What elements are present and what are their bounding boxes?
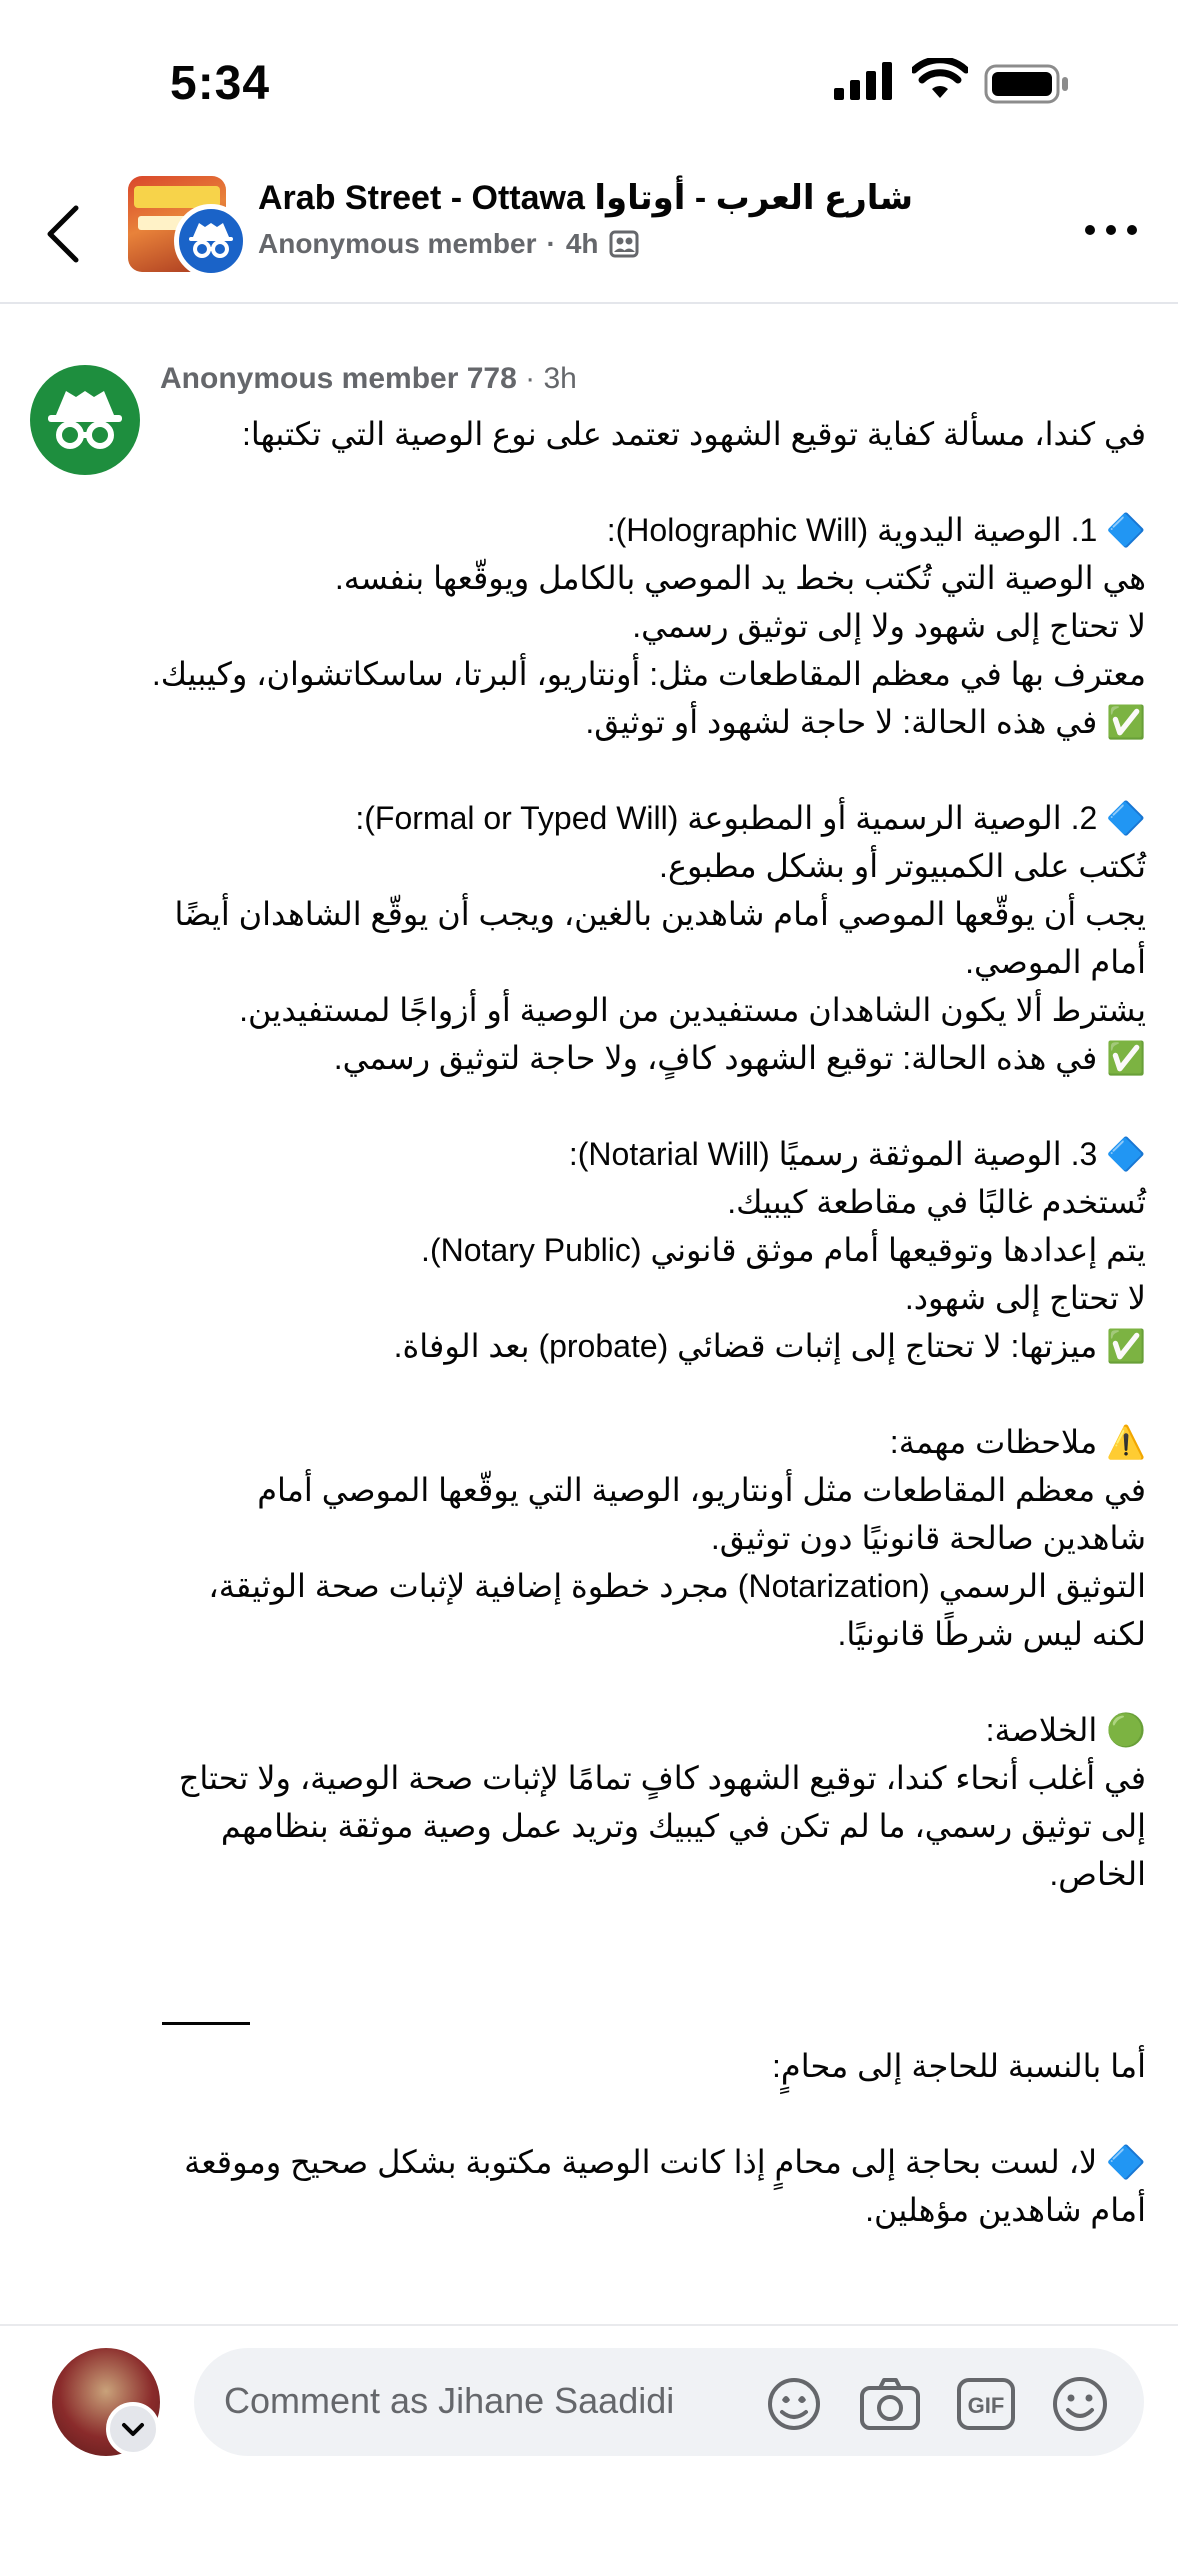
comment-line: أما بالنسبة للحاجة إلى محامٍ: [771,2048,1146,2084]
members-icon [609,230,639,258]
post-age: 4h [565,228,599,259]
chevron-left-icon[interactable] [40,202,90,266]
comment-line: لا تحتاج إلى شهود ولا إلى توثيق رسمي. [632,608,1146,644]
comment-composer [0,2324,1178,2562]
camera-icon[interactable] [858,2376,922,2432]
comment-line: 🔷 لا، لست بحاجة إلى محامٍ إذا كانت الوصية مكتوبة بشكل صحيح وموقعة أمام شاهدين مؤهلين. [184,2144,1146,2228]
incognito-icon [179,209,243,273]
wifi-icon [912,58,968,102]
cellular-signal-icon [834,62,894,100]
comment-meta [160,362,577,396]
comment-line: هي الوصية التي تُكتب بخط يد الموصي بالكامل ويوقّعها بنفسه. [334,560,1146,596]
comment-line: تُستخدم غالبًا في مقاطعة كيبيك. [727,1184,1146,1220]
text-divider [162,2022,250,2025]
comment-line: يتم إعدادها وتوقيعها أمام موثق قانوني (Notary Public). [421,1232,1146,1268]
sticker-icon[interactable] [762,2376,826,2432]
comment-line: يجب أن يوقّعها الموصي أمام شاهدين بالغين، ويجب أن يوقّع الشاهدان أيضًا أمام الموصي. [174,896,1146,980]
post-meta [258,228,639,260]
avatar-switch-button[interactable] [106,2402,160,2456]
comment-line: في أغلب أنحاء كندا، توقيع الشهود كافٍ تمامًا لإثبات صحة الوصية، ولا تحتاج إلى توثيق رسمي، ما لم تكن في كيبيك وتريد عمل وصية موثقة بنظامهم الخاص. [178,1760,1146,1892]
anonymous-avatar-small [174,204,248,278]
comment-line: التوثيق الرسمي (Notarization) مجرد خطوة إضافية لإثبات صحة الوثيقة، لكنه ليس شرطًا قانونيًا. [208,1568,1146,1652]
comment-line: معترف بها في معظم المقاطعات مثل: أونتاريو، ألبرتا، ساسكاتشوان، وكيبيك. [151,656,1146,692]
status-time: 5:34 [170,57,271,110]
chevron-down-icon [110,2406,156,2452]
meta-separator: · [525,362,536,395]
comment-line: ✅ في هذه الحالة: توقيع الشهود كافٍ، ولا حاجة لتوثيق رسمي. [333,1040,1146,1076]
comment-line: 🟢 الخلاصة: [985,1712,1146,1748]
comment-line: في كندا، مسألة كفاية توقيع الشهود تعتمد على نوع الوصية التي تكتبها: [242,416,1146,452]
comment-line: لا تحتاج إلى شهود. [904,1280,1146,1316]
incognito-icon [30,365,140,475]
comment-line: 🔷 3. الوصية الموثقة رسميًا (Notarial Will): [568,1136,1146,1172]
group-name[interactable]: Arab Street - Ottawa شارع العرب - أوتاوا [258,179,914,217]
comment-line: ✅ في هذه الحالة: لا حاجة لشهود أو توثيق. [585,704,1146,740]
comment-line: 🔷 2. الوصية الرسمية أو المطبوعة (Formal or Typed Will): [355,800,1146,836]
comment-line: يشترط ألا يكون الشاهدان مستفيدين من الوصية أو أزواجًا لمستفيدين. [239,992,1146,1028]
comment-line: 🔷 1. الوصية اليدوية (Holographic Will): [606,512,1146,548]
anonymous-avatar[interactable] [30,365,140,475]
comment-line: ✅ ميزتها: لا تحتاج إلى إثبات قضائي (probate) بعد الوفاة. [393,1328,1146,1364]
comment-author[interactable]: Anonymous member 778 [160,362,517,395]
post-header [0,160,1178,304]
poster-name: Anonymous member [258,228,537,259]
comment-line: تُكتب على الكمبيوتر أو بشكل مطبوع. [659,848,1146,884]
battery-icon [984,64,1070,104]
comment-line: ⚠️ ملاحظات مهمة: [889,1424,1146,1460]
gif-icon[interactable] [956,2376,1016,2432]
status-bar [0,0,1178,160]
emoji-icon[interactable] [1050,2376,1110,2432]
comment-placeholder: Comment as Jihane Saadidi [224,2380,675,2421]
more-icon[interactable] [1084,220,1138,240]
comment-input[interactable] [194,2348,1144,2456]
comment-age: 3h [543,362,577,395]
comment-body [150,410,1146,2234]
svg-text:GIF: GIF [967,2393,1005,2418]
meta-separator: · [546,228,556,259]
comment-line: في معظم المقاطعات مثل أونتاريو، الوصية التي يوقّعها الموصي أمام شاهدين صالحة قانونيًا دون توثيق. [257,1472,1146,1556]
